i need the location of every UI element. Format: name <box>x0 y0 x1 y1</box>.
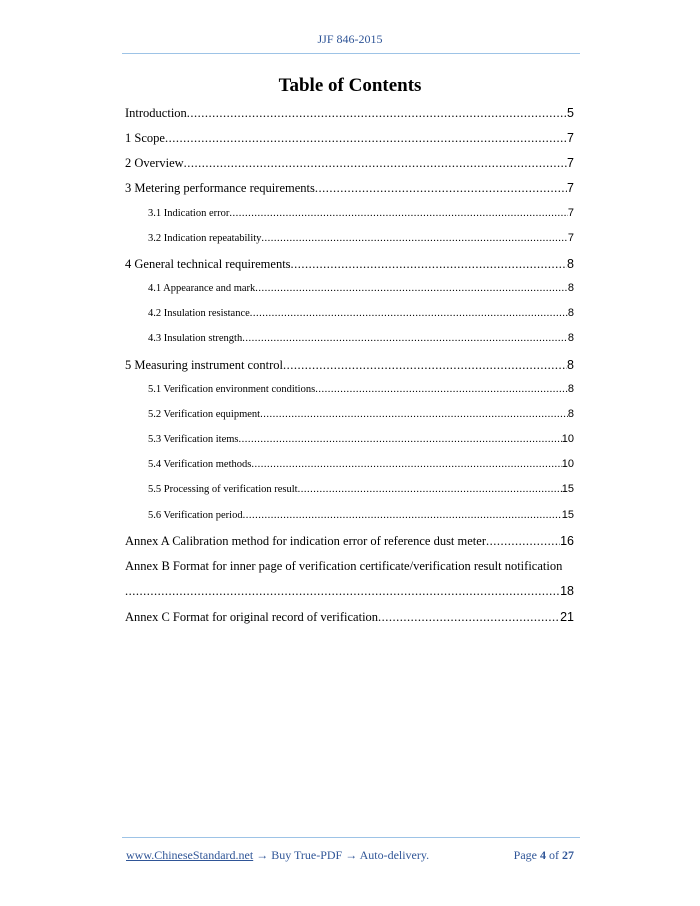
toc-entry-label: Annex C Format for original record of verification <box>125 610 379 624</box>
toc-entry-annex-a[interactable] <box>125 534 574 552</box>
toc-entry-insulation-strength[interactable] <box>148 332 574 350</box>
toc-dot-leader <box>187 106 567 121</box>
toc-entry-page: 5 <box>567 106 574 120</box>
toc-dot-leader <box>255 283 568 294</box>
toc-dot-leader <box>261 233 567 244</box>
toc-dot-leader <box>291 257 568 272</box>
toc-entry-page: 8 <box>567 307 574 319</box>
toc-dot-leader <box>239 434 562 445</box>
toc-entry-indication-repeatability[interactable] <box>148 232 574 250</box>
toc-dot-leader <box>250 308 568 319</box>
toc-entry-page: 7 <box>567 207 574 219</box>
toc-dot-leader <box>486 534 560 549</box>
toc-entry-verification-methods[interactable] <box>148 458 574 476</box>
toc-entry-page: 7 <box>567 181 574 195</box>
toc-entry-label: 4.2 Insulation resistance <box>148 308 250 319</box>
toc-entry-page: 8 <box>567 332 574 344</box>
toc-entry-verification-period[interactable] <box>148 509 574 527</box>
toc-dot-leader <box>298 484 562 495</box>
document-code-header: JJF 846-2015 <box>317 32 383 46</box>
toc-entry-insulation-resistance[interactable] <box>148 307 574 325</box>
toc-entry-page: 7 <box>567 131 574 145</box>
toc-entry-label: Introduction <box>125 106 187 120</box>
toc-entry-page: 8 <box>567 282 574 294</box>
toc-entry-metering-performance[interactable] <box>125 181 574 199</box>
toc-entry-label: 3.1 Indication error <box>148 208 230 219</box>
toc-entry-verification-equipment[interactable] <box>148 408 574 426</box>
toc-entry-page: 18 <box>560 584 574 598</box>
toc-entry-label: Annex A Calibration method for indication error of reference dust meter <box>125 534 486 548</box>
page-indicator <box>514 848 574 863</box>
toc-entry-page: 21 <box>560 610 574 624</box>
toc-entry-annex-c[interactable] <box>125 610 574 628</box>
toc-entry-scope[interactable] <box>125 131 574 149</box>
toc-entry-label: 5 Measuring instrument control <box>125 358 283 372</box>
promo-text: → Buy True-PDF → Auto-delivery. <box>253 848 430 862</box>
toc-entry-label: 5.4 Verification methods <box>148 459 252 470</box>
toc-entry-overview[interactable] <box>125 156 574 174</box>
toc-entry-page: 8 <box>567 383 574 395</box>
toc-dot-leader <box>378 610 560 625</box>
toc-dot-leader <box>165 131 567 146</box>
toc-entry-annex-b[interactable] <box>125 559 574 577</box>
toc-dot-leader <box>229 208 568 219</box>
toc-entry-label: 4 General technical requirements <box>125 257 291 271</box>
page-prefix: Page <box>513 848 537 862</box>
toc-entry-annex-b-continued[interactable] <box>125 584 574 602</box>
toc-entry-label: 5.3 Verification items <box>148 434 239 445</box>
toc-dot-leader <box>315 181 567 196</box>
toc-entry-page: 7 <box>567 156 574 170</box>
toc-entry-appearance-mark[interactable] <box>148 282 574 300</box>
toc-entry-environment-conditions[interactable] <box>148 383 574 401</box>
toc-dot-leader <box>283 358 567 373</box>
toc-entry-label: 2 Overview <box>125 156 184 170</box>
toc-entry-label: 1 Scope <box>125 131 165 145</box>
toc-entry-page: 8 <box>567 257 574 271</box>
page-current: 4 <box>540 848 546 862</box>
toc-entry-label: 5.5 Processing of verification result <box>148 484 298 495</box>
toc-entry-indication-error[interactable] <box>148 207 574 225</box>
toc-entry-label: 4.1 Appearance and mark <box>148 283 256 294</box>
toc-entry-page: 8 <box>567 358 574 372</box>
page-total: 27 <box>562 848 574 862</box>
footer-divider <box>122 837 580 838</box>
toc-dot-leader <box>243 510 562 521</box>
toc-entry-page: 10 <box>561 458 574 470</box>
toc-entry-page: 15 <box>561 483 574 495</box>
toc-entry-page: 16 <box>560 534 574 548</box>
toc-entry-general-technical[interactable] <box>125 257 574 275</box>
toc-entry-label: 4.3 Insulation strength <box>148 333 243 344</box>
toc-dot-leader <box>125 584 560 599</box>
page-footer <box>126 848 574 863</box>
toc-dot-leader <box>260 409 568 420</box>
toc-entry-label: 3.2 Indication repeatability <box>148 233 262 244</box>
toc-dot-leader <box>315 384 568 395</box>
toc-entry-page: 7 <box>567 232 574 244</box>
site-link[interactable]: www.ChineseStandard.net <box>126 848 254 862</box>
toc-entry-introduction[interactable] <box>125 106 574 124</box>
header-divider <box>122 53 580 54</box>
toc-entry-page: 8 <box>567 408 574 420</box>
toc-dot-leader <box>184 156 567 171</box>
toc-entry-instrument-control[interactable] <box>125 358 574 376</box>
toc-entry-label: 5.2 Verification equipment <box>148 409 261 420</box>
toc-entry-label: 5.1 Verification environment conditions <box>148 384 316 395</box>
page-title: Table of Contents <box>278 75 422 96</box>
toc-dot-leader <box>242 333 568 344</box>
toc-dot-leader <box>251 459 561 470</box>
footer-promo <box>126 848 429 863</box>
toc-entry-processing-result[interactable] <box>148 483 574 501</box>
toc-entry-page: 15 <box>561 509 574 521</box>
toc-entry-label: Annex B Format for inner page of verification certificate/verification result notification <box>125 559 563 573</box>
toc-entry-verification-items[interactable] <box>148 433 574 451</box>
toc-entry-label: 5.6 Verification period <box>148 510 243 521</box>
page-of: of <box>549 848 559 862</box>
toc-entry-page: 10 <box>561 433 574 445</box>
toc-entry-label: 3 Metering performance requirements <box>125 181 315 195</box>
